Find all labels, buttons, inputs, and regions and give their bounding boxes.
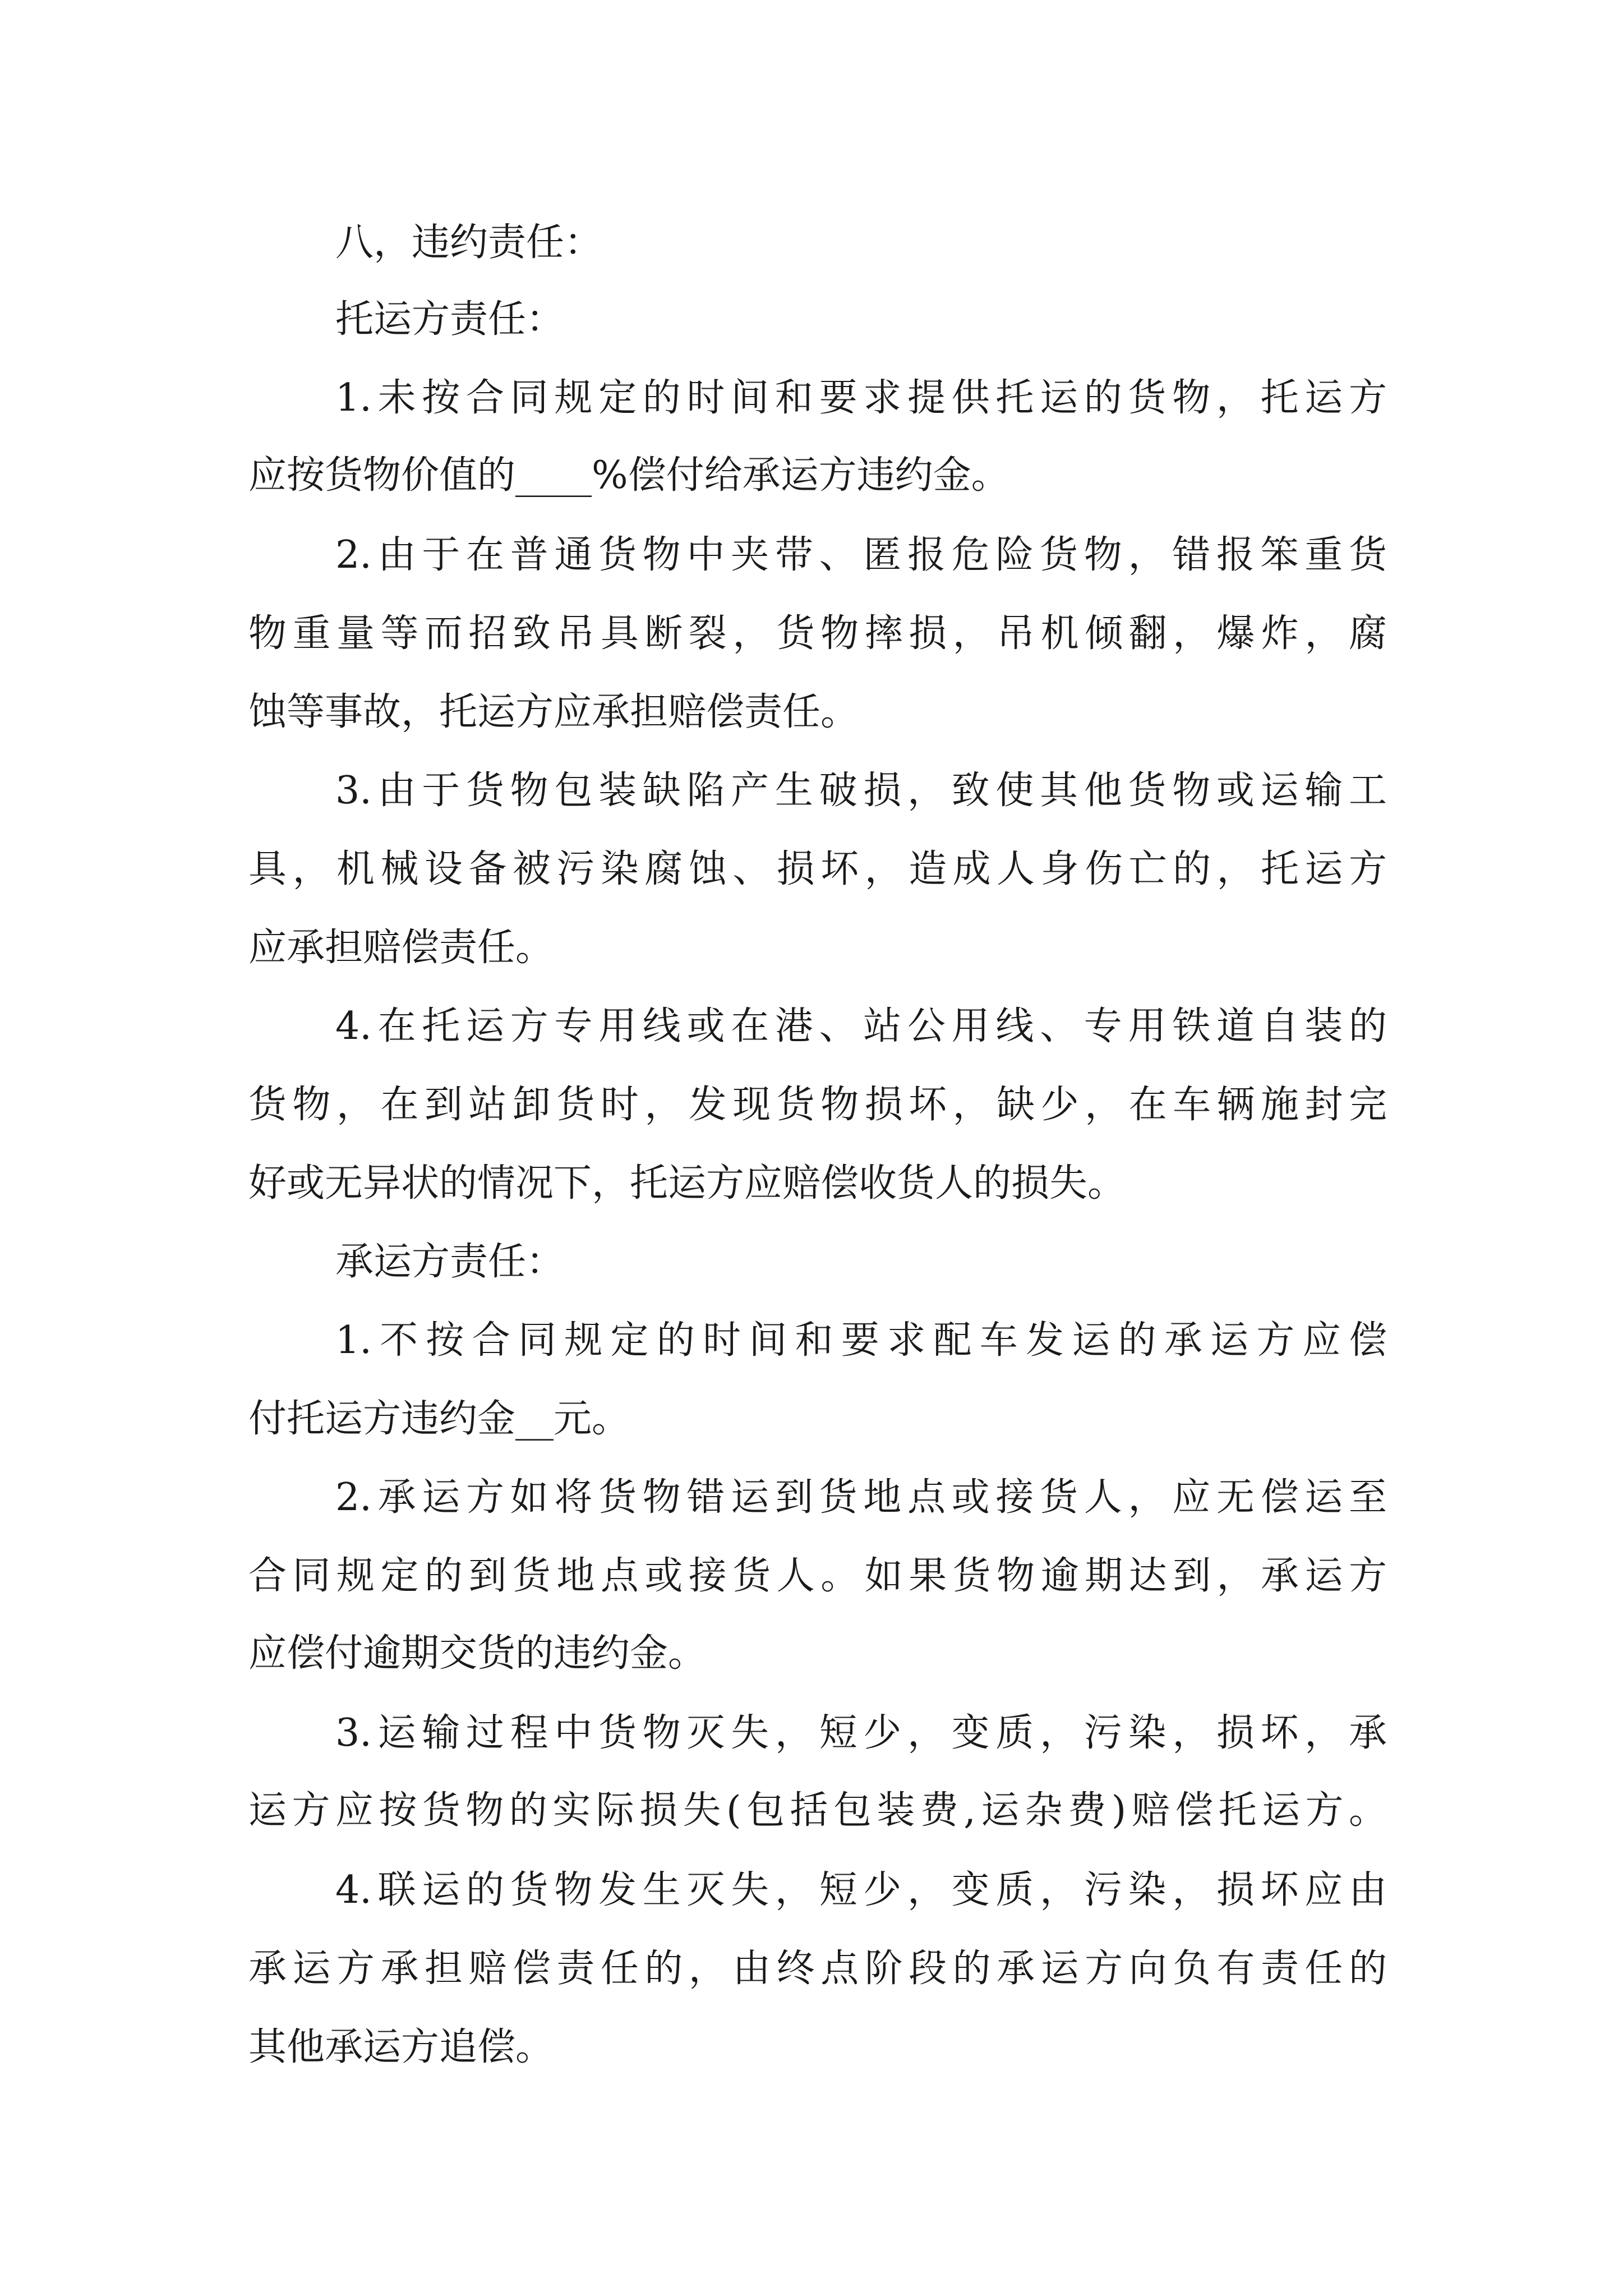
shipper-item-3-line-2: 具，机械设备被污染腐蚀、损坏，造成人身伤亡的，托运方	[248, 847, 1387, 891]
carrier-item-4-line-2: 承运方承担赔偿责任的，由终点阶段的承运方向负有责任的	[248, 1947, 1387, 1991]
carrier-item-2-line-2: 合同规定的到货地点或接货人。如果货物逾期达到，承运方	[248, 1554, 1387, 1598]
shipper-item-3-line-1: 3.由于货物包装缺陷产生破损，致使其他货物或运输工	[335, 769, 1387, 813]
shipper-item-2-line-2: 物重量等而招致吊具断裂，货物摔损，吊机倾翻，爆炸，腐	[248, 611, 1387, 656]
shipper-item-2-line-1: 2.由于在普通货物中夹带、匿报危险货物，错报笨重货	[335, 533, 1387, 577]
carrier-item-2-line-3: 应偿付逾期交货的违约金。	[248, 1631, 707, 1676]
shipper-item-1-line-1: 1.未按合同规定的时间和要求提供托运的货物，托运方	[335, 376, 1387, 420]
carrier-item-4-line-1: 4.联运的货物发生灭失，短少，变质，污染，损坏应由	[335, 1868, 1387, 1912]
section-heading: 八，违约责任：	[335, 220, 603, 265]
shipper-item-4-line-3: 好或无异状的情况下，托运方应赔偿收货人的损失。	[248, 1161, 1126, 1205]
shipper-item-3-line-3: 应承担赔偿责任。	[248, 926, 554, 970]
carrier-item-2-line-1: 2.承运方如将货物错运到货地点或接货人，应无偿运至	[335, 1475, 1387, 1520]
carrier-item-3-line-1: 3.运输过程中货物灭失，短少，变质，污染，损坏，承	[335, 1711, 1387, 1755]
carrier-item-1-line-1: 1.不按合同规定的时间和要求配车发运的承运方应偿	[335, 1318, 1387, 1363]
shipper-item-4-line-1: 4.在托运方专用线或在港、站公用线、专用铁道自装的	[335, 1004, 1387, 1048]
shipper-item-4-line-2: 货物，在到站卸货时，发现货物损坏，缺少，在车辆施封完	[248, 1083, 1387, 1127]
carrier-responsibility-heading: 承运方责任：	[335, 1240, 565, 1284]
shipper-item-2-line-3: 蚀等事故，托运方应承担赔偿责任。	[248, 690, 859, 734]
shipper-item-1-line-2: 应按货物价值的____%偿付给承运方违约金。	[248, 453, 1009, 498]
carrier-item-4-line-3: 其他承运方追偿。	[248, 2025, 554, 2069]
shipper-responsibility-heading: 托运方责任：	[335, 297, 565, 342]
carrier-item-3-line-2: 运方应按货物的实际损失(包括包装费,运杂费)赔偿托运方。	[248, 1788, 1387, 1833]
carrier-item-1-line-2: 付托运方违约金__元。	[248, 1397, 630, 1441]
